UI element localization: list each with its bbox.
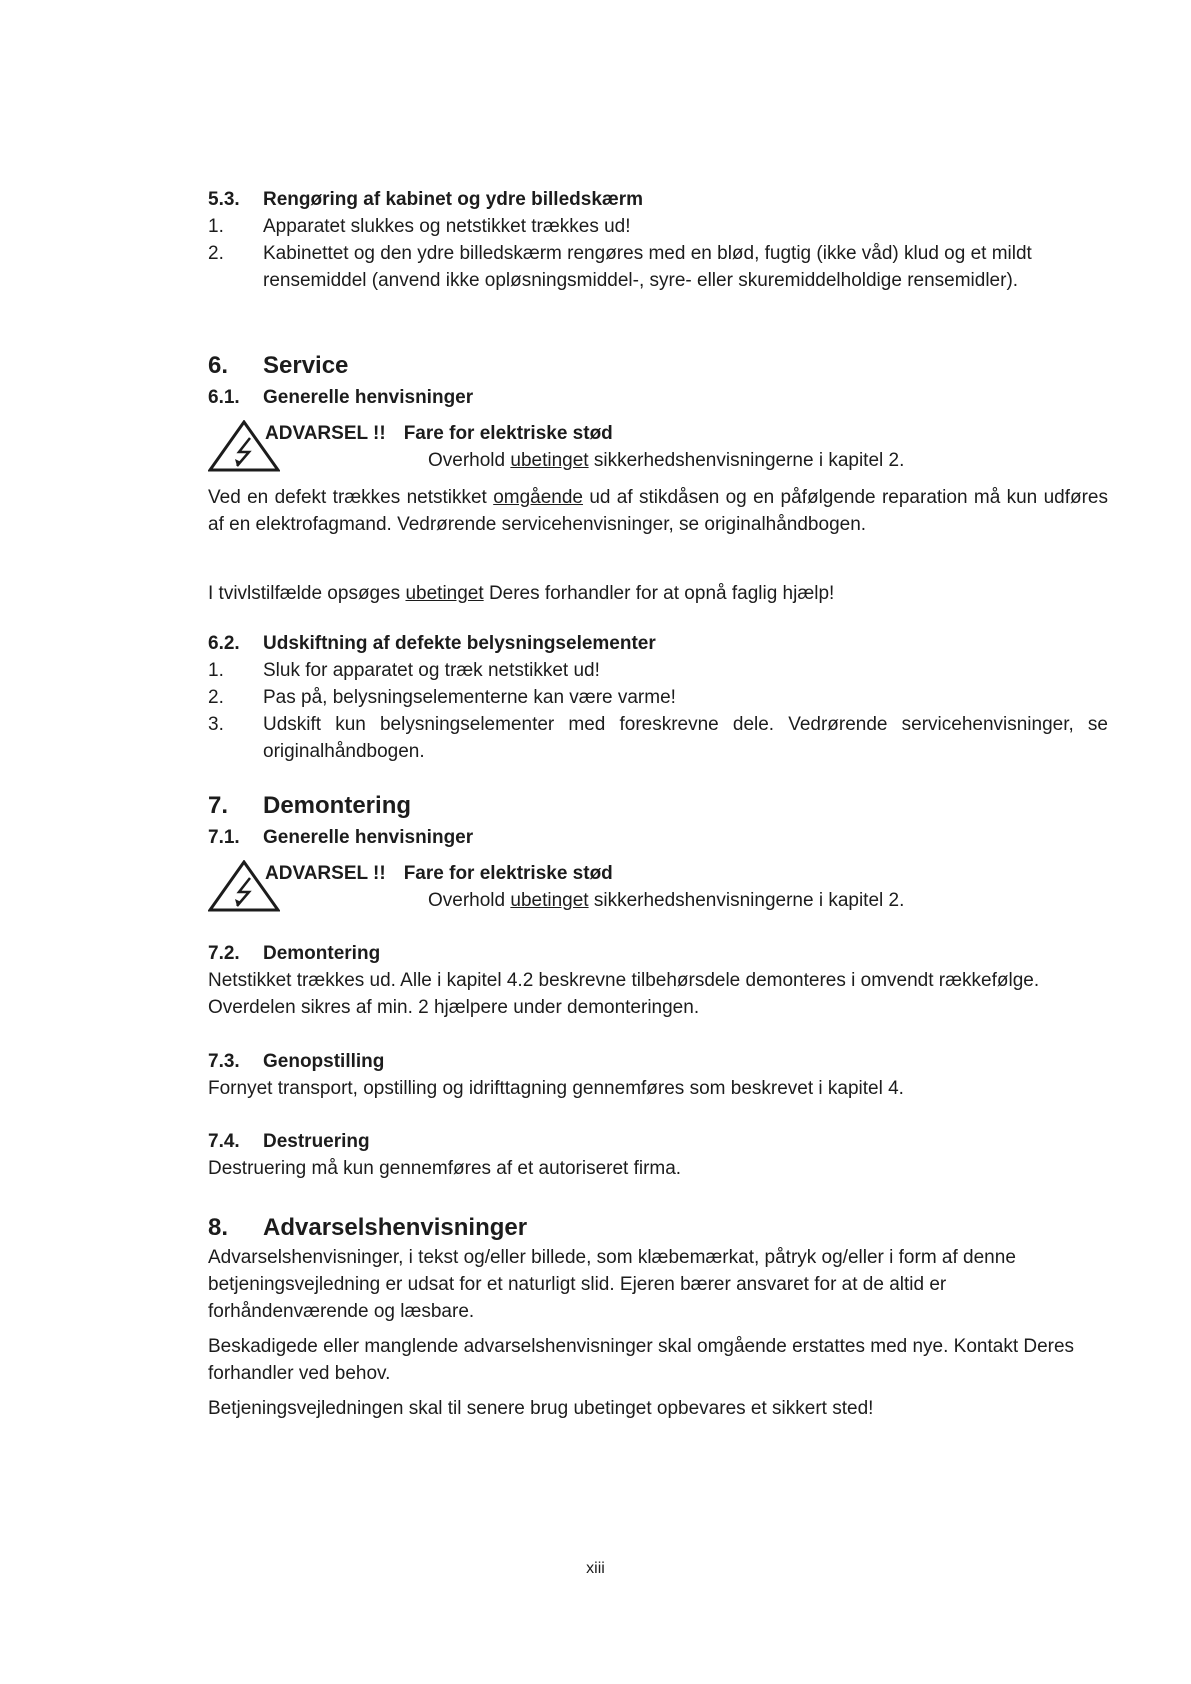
section-6-heading: 6. Service: [208, 352, 349, 379]
section-7-1-heading: 7.1. Generelle henvisninger: [208, 827, 474, 848]
warning-box: ADVARSEL !! Fare for elektriske stød Overhold ubetinget sikkerhedshenvisningerne i kapitel 2.: [208, 860, 1108, 920]
section-8-heading: 8. Advarselshenvisninger: [208, 1214, 528, 1241]
section-7-4-heading: 7.4. Destruering: [208, 1131, 370, 1152]
paragraph: Fornyet transport, opstilling og idrifttagning gennemføres som beskrevet i kapitel 4.: [208, 1078, 904, 1099]
section-7-4: [208, 1128, 1108, 1182]
list-item: 2. Kabinettet og den ydre billedskærm rengøres med en blød, fugtig (ikke våd) klud og et mildt rensemiddel (anvend ikke opløsningsmiddel-, syre- eller skuremiddelholdige rensemidler).: [208, 243, 1032, 291]
page-number: xiii: [586, 1560, 605, 1577]
paragraph: Ved en defekt trækkes netstikket omgående ud af stikdåsen og en påfølgende reparation må kun udføres af en elektrofagmand. Vedrørende servicehenvisninger, se originalhåndbogen.: [208, 487, 1108, 535]
section-6-2: [208, 630, 1108, 765]
section-7-3-heading: 7.3. Genopstilling: [208, 1051, 385, 1072]
warning-box: ADVARSEL !! Fare for elektriske stød Overhold ubetinget sikkerhedshenvisningerne i kapitel 2.: [208, 420, 1108, 480]
section-7-2-heading: 7.2. Demontering: [208, 943, 381, 964]
paragraph: Betjeningsvejledningen skal til senere brug ubetinget opbevares et sikkert sted!: [208, 1398, 874, 1419]
section-6-1-heading: 6.1. Generelle henvisninger: [208, 387, 474, 408]
list-item: 3. Udskift kun belysningselementer med foreskrevne dele. Vedrørende servicehenvisninger, se originalhåndbogen.: [208, 714, 1108, 762]
paragraph: Beskadigede eller manglende advarselshenvisninger skal omgående erstattes med nye. Kontakt Deres forhandler ved behov.: [208, 1336, 1075, 1384]
paragraph: Destruering må kun gennemføres af et autoriseret firma.: [208, 1158, 682, 1179]
section-5-3: [208, 186, 1108, 294]
section-8: [208, 1212, 1108, 1422]
section-7-2: [208, 940, 1108, 1021]
list-item: 1. Apparatet slukkes og netstikket trækkes ud!: [208, 216, 631, 237]
paragraph: Advarselshenvisninger, i tekst og/eller billede, som klæbemærkat, påtryk og/eller i form af denne betjeningsvejledning er udsat for et naturligt slid. Ejeren bærer ansvaret for at de altid er forhåndenværende og læsbare.: [208, 1247, 1016, 1322]
list-item: 1. Sluk for apparatet og træk netstikket ud!: [208, 660, 600, 681]
section-6-2-heading: 6.2. Udskiftning af defekte belysningselementer: [208, 633, 656, 654]
section-7-heading: 7. Demontering: [208, 792, 412, 819]
section-5-3-heading: 5.3. Rengøring af kabinet og ydre billedskærm: [208, 189, 644, 210]
paragraph: I tvivlstilfælde opsøges ubetinget Deres forhandler for at opnå faglig hjælp!: [208, 583, 835, 604]
list-item: 2. Pas på, belysningselementerne kan være varme!: [208, 687, 676, 708]
paragraph: Netstikket trækkes ud. Alle i kapitel 4.2 beskrevne tilbehørsdele demonteres i omvendt rækkefølge. Overdelen sikres af min. 2 hjælpere under demonteringen.: [208, 970, 1040, 1018]
section-7-3: [208, 1048, 1108, 1102]
